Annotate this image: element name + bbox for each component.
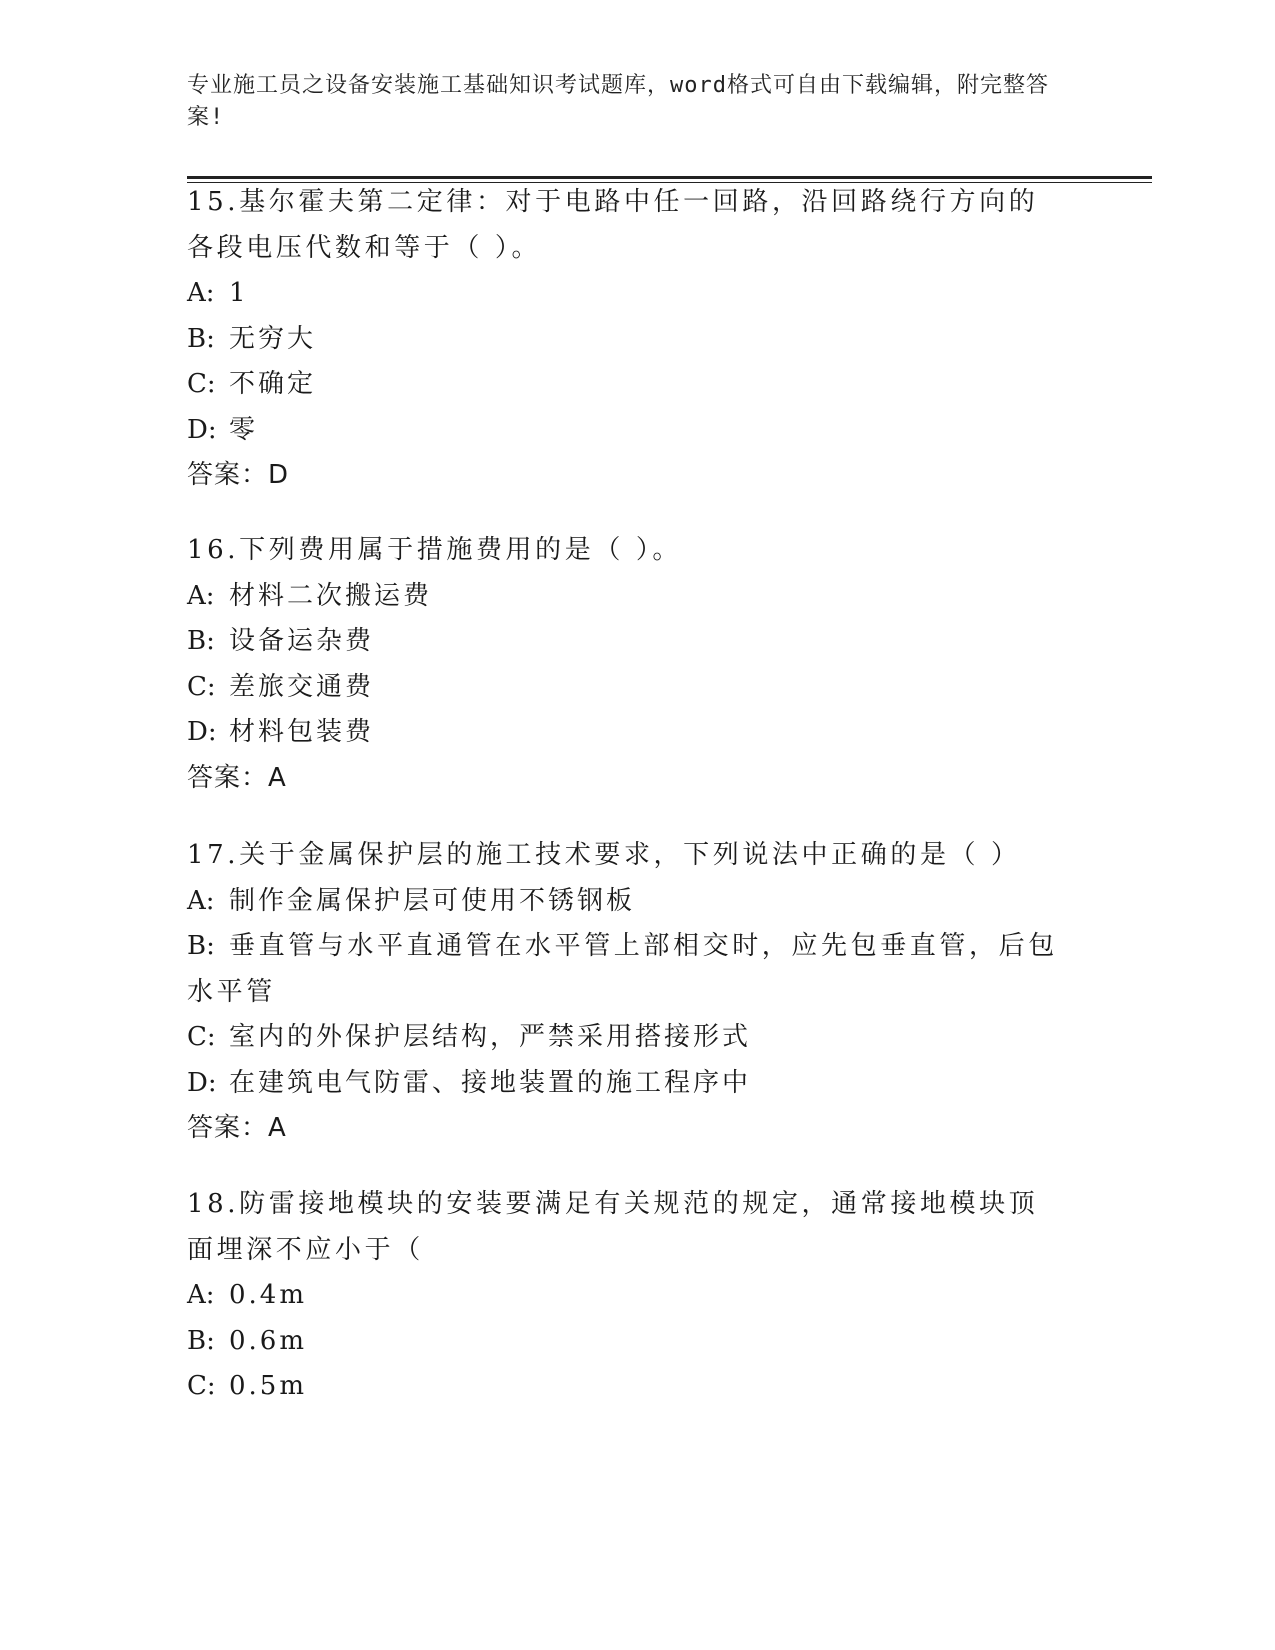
option-letter: C:: [187, 1371, 216, 1401]
question-stem: 16.下列费用属于措施费用的是（ ）。: [187, 535, 683, 565]
option-letter: B:: [187, 931, 215, 961]
option-a: [187, 574, 1067, 620]
question-15: [187, 180, 1067, 499]
question-stem: 17.关于金属保护层的施工技术要求，下列说法中正确的是（ ）: [187, 840, 1021, 870]
answer-label: 答案：D: [187, 460, 290, 490]
option-d: [187, 1061, 1067, 1107]
option-text: 1: [229, 278, 249, 308]
question-stem: 18.防雷接地模块的安装要满足有关规范的规定，通常接地模块顶面埋深不应小于（: [187, 1189, 1039, 1265]
option-letter: A:: [187, 278, 215, 308]
option-letter: B:: [187, 323, 215, 354]
option-letter: B:: [187, 1325, 215, 1356]
option-a: [187, 1273, 1067, 1319]
option-b: [187, 317, 1067, 363]
option-a: [187, 879, 1067, 925]
option-letter: B:: [187, 626, 215, 656]
answer-label: 答案：A: [187, 762, 287, 793]
option-letter: A:: [187, 885, 215, 916]
option-c: [187, 362, 1067, 408]
question-18: [187, 1182, 1067, 1410]
option-letter: D:: [187, 1067, 217, 1098]
option-letter: D:: [187, 414, 217, 445]
question-stem: 15.基尔霍夫第二定律：对于电路中任一回路，沿回路绕行方向的各段电压代数和等于（ ）。: [187, 187, 1039, 263]
option-c: [187, 665, 1067, 711]
option-b: [187, 619, 1067, 665]
option-text: 材料二次搬运费: [229, 580, 433, 611]
option-text: 设备运杂费: [229, 626, 375, 656]
option-text: 0.4m: [229, 1280, 308, 1310]
option-letter: C:: [187, 369, 216, 399]
option-d: [187, 408, 1067, 454]
option-letter: A:: [187, 580, 215, 611]
option-b: [187, 1319, 1067, 1365]
option-text: 材料包装费: [229, 717, 375, 747]
option-text: 差旅交通费: [229, 671, 375, 702]
option-d: [187, 710, 1067, 756]
option-text: 在建筑电气防雷、接地装置的施工程序中: [229, 1067, 752, 1098]
option-a: [187, 271, 1067, 317]
option-text: 不确定: [229, 369, 317, 399]
question-17: [187, 833, 1067, 1152]
option-text: 0.6m: [229, 1325, 308, 1356]
option-b: [187, 924, 1067, 1015]
option-letter: C:: [187, 1022, 216, 1052]
question-16: [187, 528, 1067, 801]
option-letter: C:: [187, 671, 216, 702]
option-letter: A:: [187, 1280, 215, 1310]
option-text: 0.5m: [229, 1371, 308, 1401]
option-text: 无穷大: [229, 323, 317, 354]
answer-label: 答案：A: [187, 1113, 287, 1143]
option-text: 制作金属保护层可使用不锈钢板: [229, 885, 636, 916]
option-text: 垂直管与水平直通管在水平管上部相交时，应先包垂直管，后包水平管: [187, 931, 1058, 1007]
header-divider-thick: [187, 176, 1152, 179]
option-text: 零: [229, 414, 259, 445]
option-c: [187, 1364, 1067, 1410]
option-c: [187, 1015, 1067, 1061]
option-text: 室内的外保护层结构，严禁采用搭接形式: [229, 1022, 752, 1052]
document-header: 专业施工员之设备安装施工基础知识考试题库，word格式可自由下载编辑，附完整答案!: [187, 73, 1049, 130]
option-letter: D:: [187, 717, 217, 747]
